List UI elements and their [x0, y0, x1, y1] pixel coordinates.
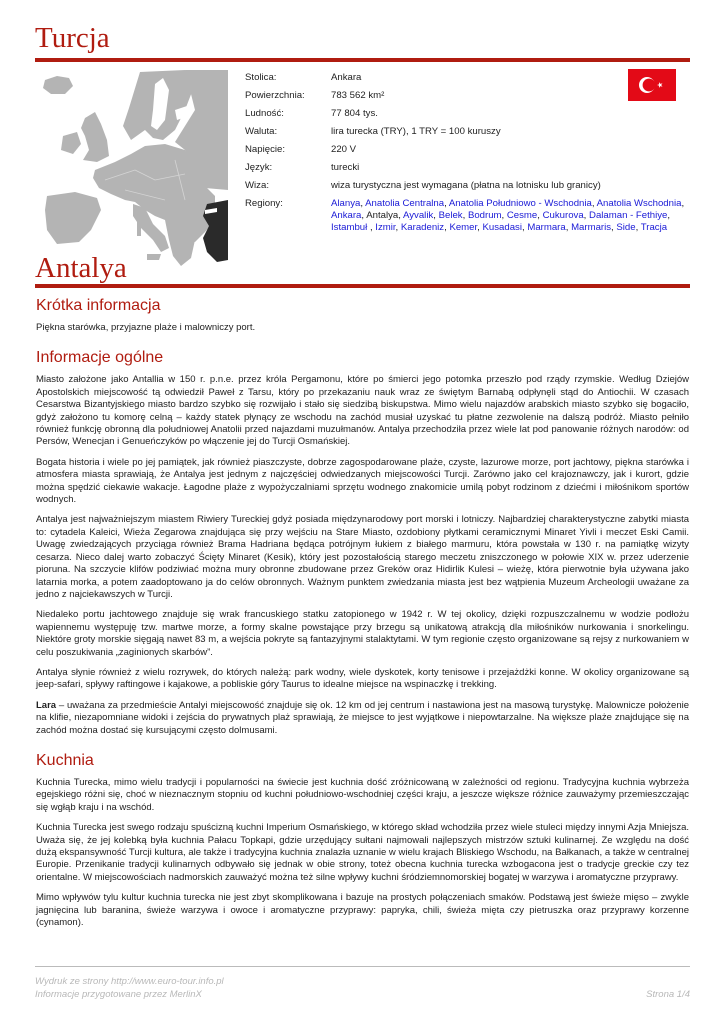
footer-source: Wydruk ze strony http://www.euro-tour.info.pl	[35, 976, 224, 987]
region-link[interactable]: Bodrum	[467, 210, 502, 221]
region-link[interactable]: Istambuł	[331, 222, 370, 233]
city-title-divider	[35, 284, 690, 288]
fact-value: 220 V	[331, 144, 357, 155]
fact-value: turecki	[331, 162, 360, 173]
region-link[interactable]: Belek	[438, 210, 463, 221]
paragraph: Kuchnia Turecka, mimo wielu tradycji i popularności na świecie jest kuchnia dość zróżnicowaną w zależności od regionu. Tradycyjna kuchnia wybrzeża egejskiego różni się, choć w nieznacznym stopniu od kuchni południowo-wschodniej części kraju, a jeszcze większe różnice zauważymy przemieszczając się wgłąb kraju i na wschód.	[36, 776, 689, 813]
fact-row-voltage	[245, 144, 705, 156]
section-heading: Krótka informacja	[36, 297, 161, 314]
fact-label: Napięcie:	[245, 144, 285, 155]
region-link[interactable]: Anatolia Wschodnia	[596, 198, 682, 209]
fact-label: Powierzchnia:	[245, 90, 305, 101]
fact-row-population	[245, 108, 705, 120]
fact-label: Wiza:	[245, 180, 269, 191]
section-general-info	[36, 348, 689, 737]
page-footer	[35, 975, 690, 1001]
page-number: Strona 1/4	[646, 989, 690, 1000]
footer-divider	[35, 966, 690, 967]
europe-map-icon	[35, 70, 228, 280]
region-link[interactable]: Kusadasi	[482, 222, 522, 233]
fact-row-visa	[245, 180, 705, 192]
fact-label: Ludność:	[245, 108, 284, 119]
region-link[interactable]: Cesme	[506, 210, 538, 221]
region-link[interactable]: Marmaris	[571, 222, 612, 233]
city-title: Antalya	[35, 252, 127, 284]
country-facts-table	[245, 72, 705, 240]
region-link[interactable]: Ayvalik	[403, 210, 434, 221]
title-divider	[35, 58, 690, 62]
region-link[interactable]: Anatolia Południowo - Wschodnia	[448, 198, 592, 209]
region-link[interactable]: Ankara	[331, 210, 362, 221]
region-link[interactable]: Tracja	[640, 222, 668, 233]
section-cuisine	[36, 751, 689, 929]
paragraph: Piękna starówka, przyjazne plaże i malowniczy port.	[36, 322, 256, 333]
fact-value: 77 804 tys.	[331, 108, 378, 119]
fact-row-area	[245, 90, 705, 102]
region-link[interactable]: Karadeniz	[400, 222, 445, 233]
section-short-info	[36, 296, 689, 334]
paragraph: Mimo wpływów tylu kultur kuchnia turecka nie jest zbyt skomplikowana i bazuje na prostych połączeniach smaków. Podstawą jest świeże mięso – zwykle jagnięcina lub baranina, świeże warzywa i owoce i aromatyczne przyprawy: papryka, chili, świeża mięta czy pietruszka oraz przyprawy korzenne (cynamon).	[36, 892, 689, 929]
fact-value: lira turecka (TRY), 1 TRY = 100 kuruszy	[331, 126, 501, 137]
paragraph: Antalya jest najważniejszym miastem Riwiery Tureckiej gdyż posiada międzynarodowy port morski i lotniczy. Najbardziej charakterystyczne zabytki miasta to: cytadela Kaleici, Wieża Zegarowa znajdująca się przy wejściu na Stare Miasto, ozdobiony płytkami ceramicznymi Minaret Yivli i meczet Eski Camii. Uwagę zwiedzających przyciąga również Brama Hadriana będąca potrójnym łukiem z białego marmuru, która powstała w 130 r. na pamiątkę wizyty cesarza. Nieco dalej warto zobaczyć Ścięty Minaret (Kesik), który jest pozostałością starego meczetu zniszczonego w połowie XIX w. przez uderzenie pioruna. Na szczycie klifów podziwiać można mury obronne zbudowane przez Greków oraz Hidirlik Kulesi – wieżę, która pierwotnie była używana jako latarnia morka, a potem zaadoptowano ja do celów obronnych. Ważnym punktem zwiedzania miasta jest bez wątpienia Muzeum Archeologii uważane za jedno z najciekawszych w Turcji.	[36, 514, 689, 600]
region-link[interactable]: Kemer	[449, 222, 478, 233]
article-content	[36, 296, 689, 943]
fact-label: Regiony:	[245, 198, 283, 209]
paragraph: Bogata historia i wiele po jej pamiątek, jak również piaszczyste, dobrze zagospodarowane plaże, czyste, lazurowe morze, port jachtowy, piękna starówka i atmosfera miasta sprawiają, że Antalya jest jednym z najczęściej odwiedzanych miejscowości Turcji. Zarówno jako cel krajoznawczy, jak i kurort, gdzie można spędzić ciekawie wakacje. Łagodne plaże z wypożyczalniami sprzętu wodnego znakomicie umilą pobyt rodzinom z dziećmi i miłośnikom sportów wodnych.	[36, 456, 689, 506]
fact-value: wiza turystyczna jest wymagana (płatna na lotnisku lub granicy)	[331, 180, 601, 191]
country-title: Turcja	[35, 22, 110, 54]
region-link[interactable]: Dalaman - Fethiye	[589, 210, 668, 221]
region-link[interactable]: Izmir	[375, 222, 396, 233]
regions-list: Alanya, Anatolia Centralna, Anatolia Południowo - Wschodnia, Anatolia Wschodnia, Ankara, Antalya, Ayvalik, Belek, Bodrum, Cesme, Cukurova, Dalaman - Fethiye, Istambuł , Izmir, Karadeniz, Kemer, Kusadasi, Marmara, Marmaris, Side, Tracja	[331, 198, 685, 233]
paragraph: Kuchnia Turecka jest swego rodzaju spuścizną kuchni Imperium Osmańskiego, w którego skład wchodziła przez wiele stuleci między innymi Azja Mniejsza. Uważa się, że jej kolebką była kuchnia Pałacu Topkapi, gdzie urzędujący sułtani najmowali najlepszych mistrzów sztuki kulinarnej. Ze względu na dość dużą ekspansywność Turcji kultura, ale także i tradycyjna kuchnia znalazła uznanie w wielu krajach Bliskiego Wschodu, na Bałkanach, a także w centralnej Europie. Przenikanie tradycji kulinarnych odbywało się jednak w obie strony, toteż obecna kuchnia turecka wzbogacona jest o tradycje greckie czy tez orientalne. W miejscowościach nadmorskich zauważyć można też silne wpływy kuchni śródziemnomorskiej bogatej w warzywa i aromatyczne przyprawy.	[36, 822, 689, 883]
section-heading: Kuchnia	[36, 751, 94, 769]
region-link[interactable]: Alanya	[331, 198, 361, 209]
paragraph-text: – uważana za przedmieście Antalyi miejscowość znajduje się ok. 12 km od jej centrum i nastawiona jest na masową turystykę. Malownicze położenie na klifie, niezapomniane widoki i zejścia do prywatnych plaż sprawiają, że miejsce to jest wyjątkowe i niepowtarzalne. Na większe plaże znajdujące się na zachód można dostać się kursującymi często dolmusami.	[36, 699, 689, 736]
paragraph-lara	[36, 700, 689, 737]
fact-label: Waluta:	[245, 126, 278, 137]
region-link[interactable]: Anatolia Centralna	[365, 198, 445, 209]
region-current: Antalya	[366, 210, 399, 221]
fact-label: Stolica:	[245, 72, 277, 83]
fact-row-currency	[245, 126, 705, 138]
paragraph: Niedaleko portu jachtowego znajduje się wrak francuskiego statku zatopionego w 1942 r. W tej okolicy, dzięki rozpuszczalnemu w wodzie podłożu wapiennemu występuję tzw. martwe morze, a formy skalne powstające przy brzegu są unikatową atrakcją dla miłośników nurkowania i snorkelingu. Niektóre groty morskie sięgają nawet 83 m, a wejścia pokryte są fantazyjnymi stalaktytami. W tym regionie często organizowane są rejsy z nurkowaniem w celu poszukiwania „zaginionych skarbów”.	[36, 609, 689, 658]
paragraph: Antalya słynie również z wielu rozrywek, do których należą: park wodny, wiele dyskotek, korty tenisowe i przejażdżki konne. W okolicy organizowane są jeep-safari, spływy raftingowe i kajakowe, a pobliskie góry Taurus to idealne miejsce na wspinaczkę i trekking.	[36, 666, 689, 691]
fact-value: Ankara	[331, 72, 362, 83]
section-heading: Informacje ogólne	[36, 349, 164, 367]
region-link[interactable]: Cukurova	[542, 210, 584, 221]
fact-row-regions	[245, 198, 705, 234]
fact-label: Język:	[245, 162, 273, 173]
fact-value: 783 562 km²	[331, 90, 385, 101]
fact-row-language	[245, 162, 705, 174]
region-link[interactable]: Marmara	[527, 222, 566, 233]
fact-row-capital	[245, 72, 705, 84]
lara-bold-label: Lara	[36, 699, 57, 711]
footer-credit: Informacje przygotowane przez MerlinX	[35, 989, 202, 1000]
region-link[interactable]: Side	[616, 222, 636, 233]
paragraph: Miasto założone jako Antallia w 150 r. p.n.e. przez króla Pergamonu, które po śmierci jego potomka przeszło pod rządy rzymskie. Według Dziejów Apostolskich miejscowość tą odwiedził Paweł z Tarsu, który po przekazaniu nauk wraz ze świętym Barnabą odpłynęli stąd do Antiochii. W czasach Cesarstwa Bizantyjskiego miasto bardzo szybko się rozwijało i stało się siedzibą biskupstwa. Mimo wielu najazdów arabskich miasto szybko się bogaciło, gdyż założono tu komorę celną – każdy statek płynący ze wschodu na zachód musiał uzyskać tu płatne zezwolenie na dalszą podróż. Miasto pełniło również funkcję obronną dla południowej Anatolii przed najazdami muzułmanów. Antalya przechodziła przez wiele lat pod panowanie różnych narodów: od Persów, Wenecjan i Genueńczyków po włączenie jej do Turcji Osmańskiej.	[36, 374, 689, 448]
